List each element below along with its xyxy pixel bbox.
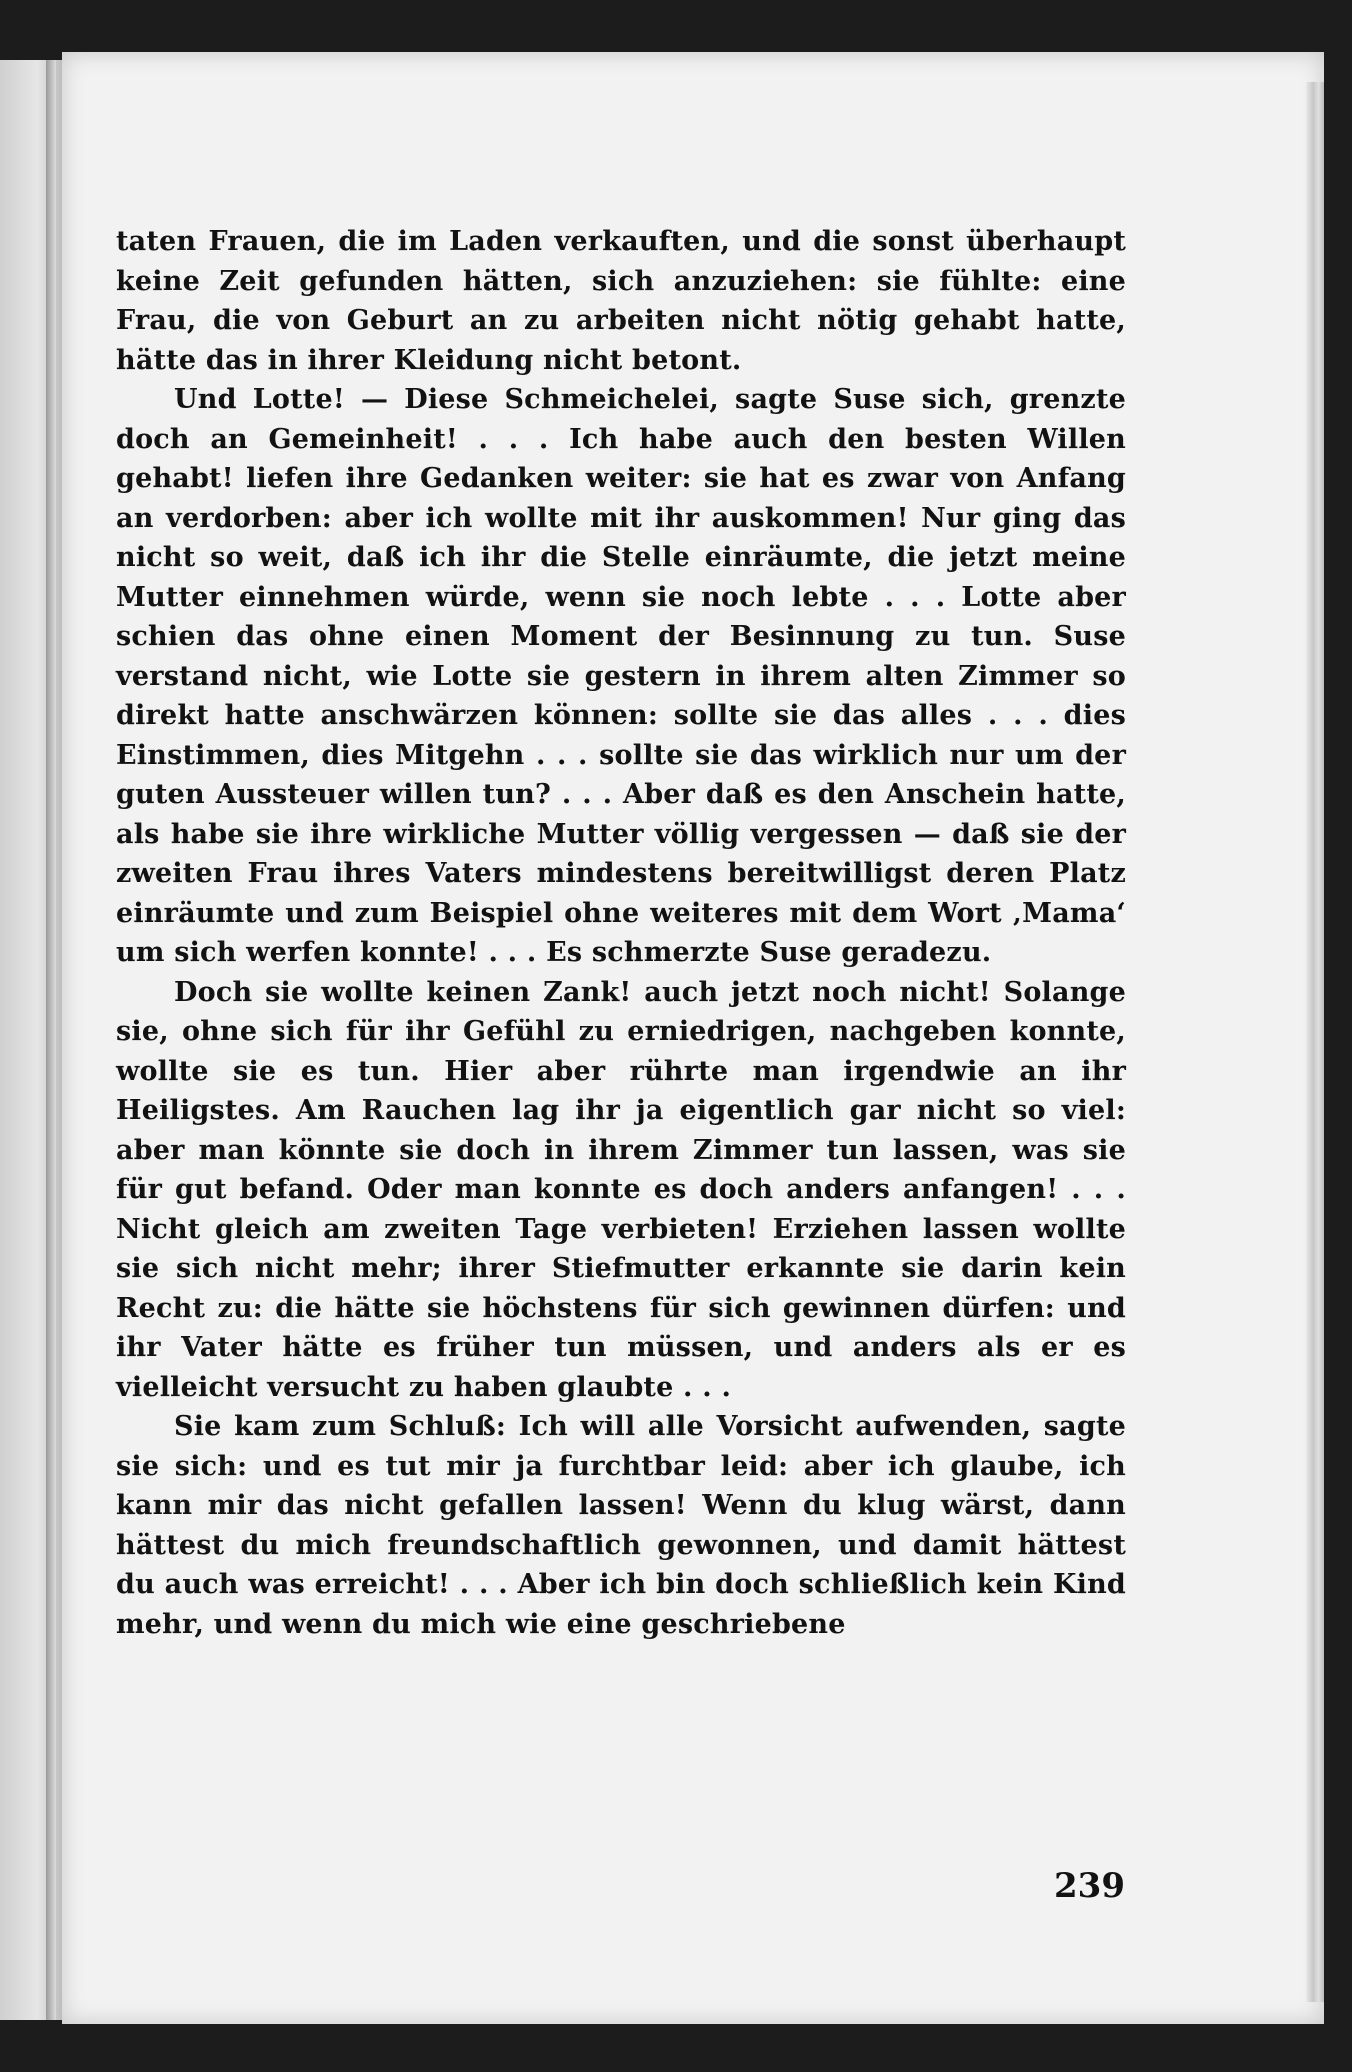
page-number: 239	[1054, 1866, 1125, 1906]
paragraph-sie-kam: Sie kam zum Schluß: Ich will alle Vorsicht aufwenden, sagte sie sich: und es tut mir ja furchtbar leid: aber ich glaube, ich kann mir das nicht gefallen lassen! Wenn du klug wärst, dann hättest du mich freundschaftlich gewonnen, und damit hättest du auch was erreicht! . . . Aber ich bin doch schließlich kein Kind mehr, und wenn du mich wie eine geschriebene	[116, 1411, 1126, 1640]
paragraph-und-lotte: Und Lotte! — Diese Schmeichelei, sagte Suse sich, grenzte doch an Gemeinheit! . . . Ich habe auch den besten Willen gehabt! liefen ihre Gedanken weiter: sie hat es zwar von Anfang an verdorben: aber ich wollte mit ihr auskommen! Nur ging das nicht so weit, daß ich ihr die Stelle einräumte, die jetzt meine Mutter einnehmen würde, wenn sie noch lebte . . . Lotte aber schien das ohne einen Moment der Besinnung zu tun. Suse verstand nicht, wie Lotte sie gestern in ihrem alten Zimmer so direkt hatte anschwärzen können: sollte sie das alles . . . dies Einstimmen, dies Mitgehn . . . sollte sie das wirklich nur um der guten Aussteuer willen tun? . . . Aber daß es den Anschein hatte, als habe sie ihre wirkliche Mutter völlig vergessen — daß sie der zweiten Frau ihres Vaters mindestens bereitwilligst deren Platz einräumte und zum Beispiel ohne weiteres mit dem Wort ‚Mama‘ um sich werfen konnte! . . . Es schmerzte Suse geradezu.	[116, 384, 1126, 968]
body-text	[116, 222, 1126, 1644]
page-stack-edge	[1306, 82, 1324, 2002]
paragraph-doch-sie: Doch sie wollte keinen Zank! auch jetzt noch nicht! Solange sie, ohne sich für ihr Gefühl zu erniedrigen, nachgeben konnte, wollte sie es tun. Hier aber rührte man irgendwie an ihr Heiligstes. Am Rauchen lag ihr ja eigentlich gar nicht so viel: aber man könnte sie doch in ihrem Zimmer tun lassen, was sie für gut befand. Oder man konnte es doch anders anfangen! . . . Nicht gleich am zweiten Tage verbieten! Erziehen lassen wollte sie sich nicht mehr; ihrer Stiefmutter erkannte sie darin kein Recht zu: die hätte sie höchstens für sich gewinnen dürfen: und ihr Vater hätte es früher tun müssen, und anders als er es vielleicht versucht zu haben glaubte . . .	[116, 976, 1126, 1403]
book-gutter	[46, 60, 56, 2020]
left-page-edge	[0, 60, 65, 2020]
paragraph-continued: taten Frauen, die im Laden verkauften, und die sonst überhaupt keine Zeit gefunden hätten, sich anzuziehen: sie fühlte: eine Frau, die von Geburt an zu arbeiten nicht nötig gehabt hatte, hätte das in ihrer Kleidung nicht betont.	[116, 226, 1126, 376]
